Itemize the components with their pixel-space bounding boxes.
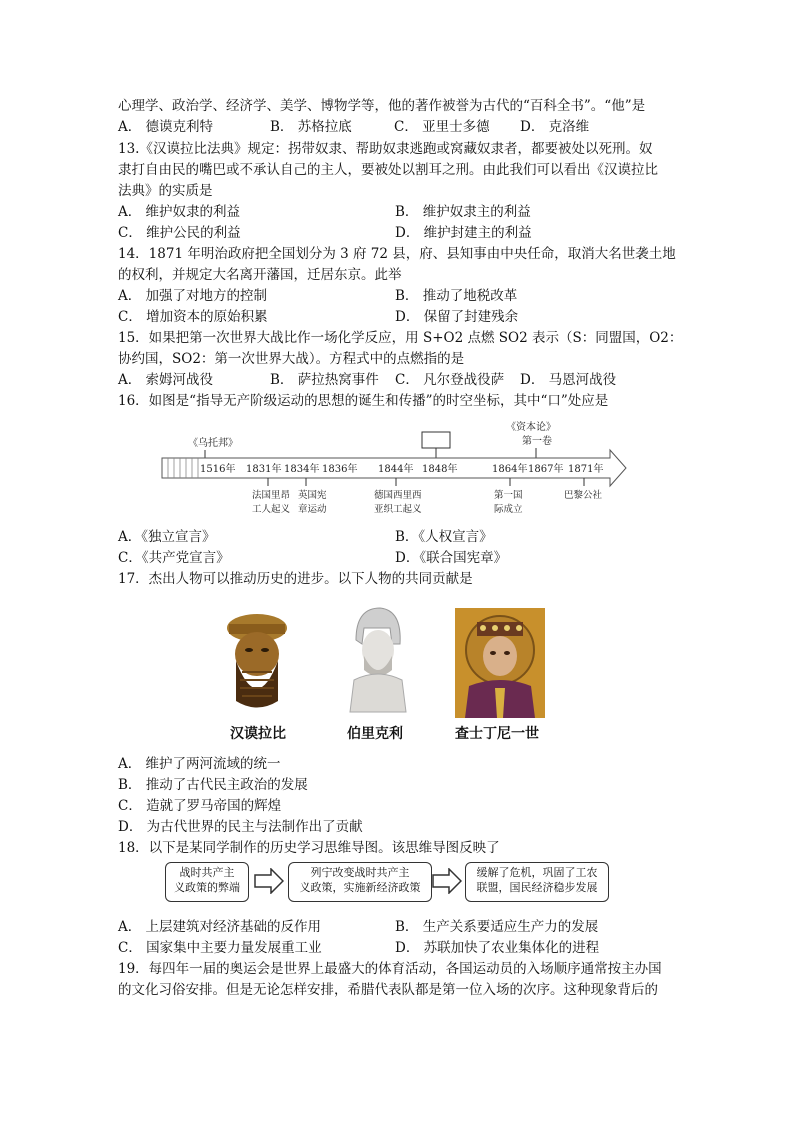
q16-option-d: D．《联合国宪章》 xyxy=(395,550,508,566)
q17-option-d: D． 为古代世界的民主与法制作出了贡献 xyxy=(118,819,363,835)
mindmap-box-text: 义政策，实施新经济政策 xyxy=(299,881,421,894)
mindmap-box-3 xyxy=(465,862,609,902)
q13-option-d: D． 维护封建主的利益 xyxy=(395,225,532,241)
mindmap-arrow-2 xyxy=(432,868,462,894)
caption-pericles: 伯里克利 xyxy=(347,726,403,742)
timeline-event: 第一国 xyxy=(494,490,523,501)
caption-justinian: 查士丁尼一世 xyxy=(455,726,539,742)
mindmap-arrow-1 xyxy=(254,868,284,894)
q16-option-c: C．《共产党宣言》 xyxy=(118,550,230,566)
q15-option-b: B． 萨拉热窝事件 xyxy=(270,372,379,388)
q16-option-a: A．《独立宣言》 xyxy=(118,529,216,545)
q18-option-c: C． 国家集中主要力量发展重工业 xyxy=(118,940,322,956)
q12-option-d: D． 克洛维 xyxy=(520,119,590,135)
timeline-year: 1516年 xyxy=(200,464,236,475)
timeline-event: 亚织工起义 xyxy=(374,504,422,515)
q16-stem: 16．如图是“指导无产阶级运动的思想的诞生和传播”的时空坐标，其中“口”处应是 xyxy=(118,393,609,409)
timeline-event: 工人起义 xyxy=(252,504,291,515)
q19-line-1: 19．每四年一届的奥运会是世界上最盛大的体育活动，各国运动员的入场顺序通常按主办国 xyxy=(118,961,662,977)
timeline-year: 1867年 xyxy=(528,464,564,475)
timeline-event: 德国西里西 xyxy=(374,490,422,501)
timeline-year: 1844年 xyxy=(378,464,414,475)
q14-line-2: 的权利，并规定大名离开藩国，迁居东京。此举 xyxy=(118,267,402,283)
timeline-year: 1848年 xyxy=(422,464,458,475)
q19-line-2: 的文化习俗安排。但是无论怎样安排，希腊代表队都是第一位入场的次序。这种现象背后的 xyxy=(118,982,658,998)
q18-option-b: B． 生产关系要适应生产力的发展 xyxy=(395,919,599,935)
timeline-year: 1834年 xyxy=(284,464,320,475)
q13-line-2: 隶打自由民的嘴巴或不承认自己的主人，要被处以割耳之刑。由此我们可以看出《汉谟拉比 xyxy=(118,162,658,178)
q17-stem: 17．杰出人物可以推动历史的进步。以下人物的共同贡献是 xyxy=(118,571,473,587)
q15-line-1: 15．如果把第一次世界大战比作一场化学反应，用 S+O2 点燃 SO2 表示（S：同盟国，O2： xyxy=(118,330,683,346)
q17-option-c: C． 造就了罗马帝国的辉煌 xyxy=(118,798,282,814)
q17-option-a: A． 维护了两河流域的统一 xyxy=(118,756,281,772)
timeline-event: 章运动 xyxy=(298,504,327,515)
q15-option-a: A． 索姆河战役 xyxy=(118,372,214,388)
mindmap-box-text: 缓解了危机，巩固了工农 xyxy=(476,866,598,879)
q13-option-a: A． 维护奴隶的利益 xyxy=(118,204,241,220)
answer-blank-box xyxy=(422,432,450,448)
timeline-label-utopia: 《乌托邦》 xyxy=(188,438,238,449)
q18-option-d: D． 苏联加快了农业集体化的进程 xyxy=(395,940,600,956)
q13-line-1: 13.《汉谟拉比法典》规定：拐带奴隶、帮助奴隶逃跑或窝藏奴隶者，都要被处以死刑。奴 xyxy=(118,141,653,157)
q12-option-b: B． 苏格拉底 xyxy=(270,119,352,135)
hammurabi-portrait-image xyxy=(222,606,292,716)
timeline-year: 1836年 xyxy=(322,464,358,475)
mindmap-box-1 xyxy=(165,862,249,902)
q17-option-b: B． 推动了古代民主政治的发展 xyxy=(118,777,308,793)
caption-hammurabi: 汉谟拉比 xyxy=(230,726,286,742)
q14-option-b: B． 推动了地税改革 xyxy=(395,288,518,304)
timeline-label-volume-one: 第一卷 xyxy=(522,436,552,447)
q13-line-3: 法典》的实质是 xyxy=(118,183,213,199)
q18-option-a: A． 上层建筑对经济基础的反作用 xyxy=(118,919,322,935)
timeline-event: 法国里昂 xyxy=(252,490,291,501)
justinian-mosaic-image xyxy=(455,608,545,718)
timeline-label-capital: 《资本论》 xyxy=(506,422,556,433)
timeline-year: 1831年 xyxy=(246,464,282,475)
mindmap-box-text: 联盟，国民经济稳步发展 xyxy=(476,881,598,894)
q13-option-b: B． 维护奴隶主的利益 xyxy=(395,204,531,220)
mindmap-box-text: 列宁改变战时共产主 xyxy=(310,866,410,879)
q18-stem: 18．以下是某同学制作的历史学习思维导图。该思维导图反映了 xyxy=(118,840,500,856)
timeline-year: 1864年 xyxy=(492,464,528,475)
q14-line-1: 14．1871 年明治政府把全国划分为 3 府 72 县，府、县知事由中央任命，取消大名世袭土地 xyxy=(118,246,676,262)
mindmap-box-text: 战时共产主 xyxy=(179,866,235,879)
pericles-bust-image xyxy=(342,604,414,716)
q16-option-b: B．《人权宣言》 xyxy=(395,529,493,545)
mindmap-box-text: 义政策的弊端 xyxy=(174,881,240,894)
timeline-event: 际成立 xyxy=(494,504,523,515)
timeline-diagram xyxy=(160,418,630,522)
timeline-year: 1871年 xyxy=(568,464,604,475)
timeline-event: 巴黎公社 xyxy=(564,490,603,501)
q15-option-d: D． 马恩河战役 xyxy=(520,372,617,388)
q12-option-c: C． 亚里士多德 xyxy=(394,119,490,135)
q14-option-a: A． 加强了对地方的控制 xyxy=(118,288,268,304)
q12-option-a: A． 德谟克利特 xyxy=(118,119,214,135)
q13-option-c: C． 维护公民的利益 xyxy=(118,225,241,241)
mindmap-box-2 xyxy=(288,862,432,902)
q14-option-c: C． 增加资本的原始积累 xyxy=(118,309,268,325)
q15-line-2: 协约国，SO2：第一次世界大战）。方程式中的点燃指的是 xyxy=(118,351,465,367)
q14-option-d: D． 保留了封建残余 xyxy=(395,309,519,325)
q12-stem: 心理学、政治学、经济学、美学、博物学等，他的著作被誉为古代的“百科全书”。“他”是 xyxy=(118,98,646,114)
q15-option-c: C． 凡尔登战役萨 xyxy=(395,372,505,388)
timeline-event: 英国宪 xyxy=(298,490,327,501)
